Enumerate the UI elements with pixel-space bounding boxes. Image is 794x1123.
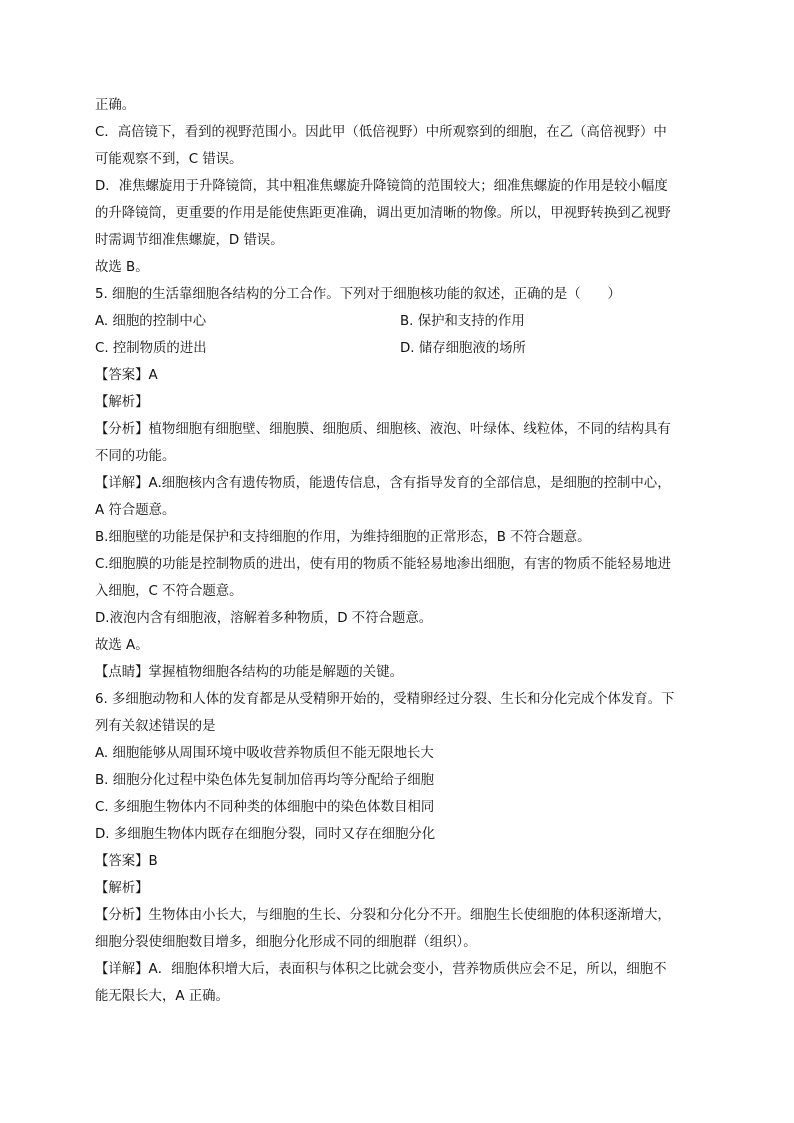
question-5-options-row-2 bbox=[95, 335, 705, 362]
answer-label: 【答案】A bbox=[95, 368, 158, 383]
page-content bbox=[95, 92, 705, 1010]
option-d: D. 储存细胞液的场所 bbox=[400, 341, 526, 356]
text-line: 不同的功能。 bbox=[95, 449, 176, 464]
text-line: 【分析】生物体由小长大，与细胞的生长、分裂和分化分不开。细胞生长使细胞的体积逐渐增大， bbox=[95, 908, 671, 923]
text-line: 故选 A。 bbox=[95, 638, 149, 653]
option-a: A. 细胞的控制中心 bbox=[95, 314, 207, 329]
question-6-stem: 6. 多细胞动物和人体的发育都是从受精卵开始的，受精卵经过分裂、生长和分化完成个体发育。下 bbox=[95, 692, 675, 707]
text-line: 正确。 bbox=[95, 98, 136, 113]
option-a: A. 细胞能够从周围环境中吸收营养物质但不能无限地长大 bbox=[95, 746, 434, 761]
text-line: 故选 B。 bbox=[95, 260, 149, 275]
analysis-label: 【解析】 bbox=[95, 395, 149, 410]
text-line: 【详解】A.细胞核内含有遗传物质，能遗传信息，含有指导发育的全部信息，是细胞的控制中心， bbox=[95, 476, 671, 491]
text-line: 入细胞，C 不符合题意。 bbox=[95, 584, 243, 599]
text-line: B.细胞壁的功能是保护和支持细胞的作用，为维持细胞的正常形态，B 不符合题意。 bbox=[95, 530, 591, 545]
option-c: C. 控制物质的进出 bbox=[95, 341, 207, 356]
analysis-label: 【解析】 bbox=[95, 881, 149, 896]
answer-label: 【答案】B bbox=[95, 854, 158, 869]
question-5-options-row-1 bbox=[95, 308, 705, 335]
option-d: D. 多细胞生物体内既存在细胞分裂，同时又存在细胞分化 bbox=[95, 827, 436, 842]
option-b: B. 保护和支持的作用 bbox=[400, 314, 525, 329]
question-5-stem: 5. 细胞的生活靠细胞各结构的分工合作。下列对于细胞核功能的叙述，正确的是（ ） bbox=[95, 287, 621, 302]
text-line: 【点睛】掌握植物细胞各结构的功能是解题的关键。 bbox=[95, 665, 403, 680]
text-line: 细胞分裂使细胞数目增多，细胞分化形成不同的细胞群（组织）。 bbox=[95, 935, 477, 950]
text-line: 的升降镜筒，更重要的作用是能使焦距更准确，调出更加清晰的物像。所以，甲视野转换到乙视野 bbox=[95, 206, 671, 221]
text-line: 时需调节细准焦螺旋，D 错误。 bbox=[95, 233, 284, 248]
text-line: 【详解】A．细胞体积增大后，表面积与体积之比就会变小，营养物质供应会不足，所以，细胞不 bbox=[95, 962, 667, 977]
option-b: B. 细胞分化过程中染色体先复制加倍再均等分配给子细胞 bbox=[95, 773, 435, 788]
question-6-stem: 列有关叙述错误的是 bbox=[95, 719, 216, 734]
text-line: D．准焦螺旋用于升降镜筒，其中粗准焦螺旋升降镜筒的范围较大；细准焦螺旋的作用是较小幅度 bbox=[95, 179, 668, 194]
text-line: 能无限长大，A 正确。 bbox=[95, 989, 229, 1004]
text-line: C．高倍镜下，看到的视野范围小。因此甲（低倍视野）中所观察到的细胞，在乙（高倍视野）中 bbox=[95, 125, 667, 140]
text-line: A 符合题意。 bbox=[95, 503, 176, 518]
text-line: 【分析】植物细胞有细胞壁、细胞膜、细胞质、细胞核、液泡、叶绿体、线粒体，不同的结构具有 bbox=[95, 422, 671, 437]
text-line: D.液泡内含有细胞液，溶解着多种物质，D 不符合题意。 bbox=[95, 611, 433, 626]
text-line: 可能观察不到，C 错误。 bbox=[95, 152, 243, 167]
option-c: C. 多细胞生物体内不同种类的体细胞中的染色体数目相同 bbox=[95, 800, 435, 815]
text-line: C.细胞膜的功能是控制物质的进出，使有用的物质不能轻易地渗出细胞，有害的物质不能轻易地进 bbox=[95, 557, 672, 572]
